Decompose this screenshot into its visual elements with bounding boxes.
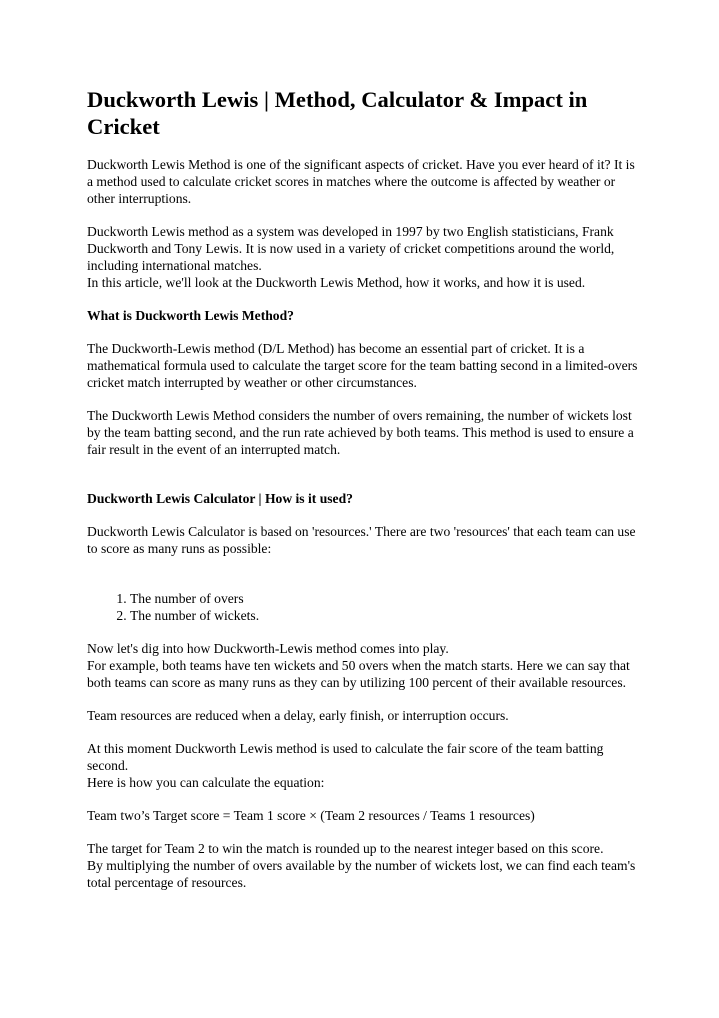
percentage-text: By multiplying the number of overs available by the number of wickets lost, we can find each team's total percentage of resources. — [87, 858, 636, 890]
intro-paragraph: Duckworth Lewis Method is one of the significant aspects of cricket. Have you ever heard of it? It is a method used to calculate cricket scores in matches where the outcome is affected by weather or other interruptions. — [87, 157, 635, 206]
list-item: 2. The number of wickets. — [130, 607, 639, 624]
equation-intro-text: Here is how you can calculate the equation: — [87, 775, 325, 790]
list-item: 1. The number of overs — [130, 590, 639, 607]
resources-list — [87, 590, 639, 624]
usage-text: At this moment Duckworth Lewis method is used to calculate the fair score of the team batting second. — [87, 741, 604, 773]
example-intro-text: Now let's dig into how Duckworth-Lewis method comes into play. — [87, 641, 449, 656]
equation-paragraph: Team two’s Target score = Team 1 score × (Team 2 resources / Teams 1 resources) — [87, 808, 535, 823]
document-page — [87, 86, 639, 907]
target-paragraph — [87, 840, 639, 891]
reduction-paragraph: Team resources are reduced when a delay, early finish, or interruption occurs. — [87, 708, 509, 723]
section-heading-calculator: Duckworth Lewis Calculator | How is it used? — [87, 491, 353, 506]
considerations-paragraph: The Duckworth Lewis Method considers the number of overs remaining, the number of wickets lost by the team batting second, and the run rate achieved by both teams. This method is used to ensure a fair result in the event of an interrupted match. — [87, 408, 634, 457]
history-paragraph — [87, 223, 639, 291]
resources-paragraph: Duckworth Lewis Calculator is based on 'resources.' There are two 'resources' that each team can use to score as many runs as possible: — [87, 524, 636, 556]
usage-paragraph — [87, 740, 639, 791]
example-paragraph — [87, 640, 639, 691]
example-text: For example, both teams have ten wickets and 50 overs when the match starts. Here we can say that both teams can score as many runs as they can by utilizing 100 percent of their available resources. — [87, 658, 630, 690]
section-heading-what-is: What is Duckworth Lewis Method? — [87, 308, 294, 323]
definition-paragraph: The Duckworth-Lewis method (D/L Method) has become an essential part of cricket. It is a mathematical formula used to calculate the target score for the team batting second in a limited-overs cricket match interrupted by weather or other circumstances. — [87, 341, 638, 390]
article-overview-text: In this article, we'll look at the Duckworth Lewis Method, how it works, and how it is used. — [87, 275, 586, 290]
page-title: Duckworth Lewis | Method, Calculator & Impact in Cricket — [87, 87, 588, 139]
rounding-text: The target for Team 2 to win the match is rounded up to the nearest integer based on this score. — [87, 841, 604, 856]
history-text: Duckworth Lewis method as a system was developed in 1997 by two English statisticians, Frank Duckworth and Tony Lewis. It is now used in a variety of cricket competitions around the world, including international matches. — [87, 224, 615, 273]
